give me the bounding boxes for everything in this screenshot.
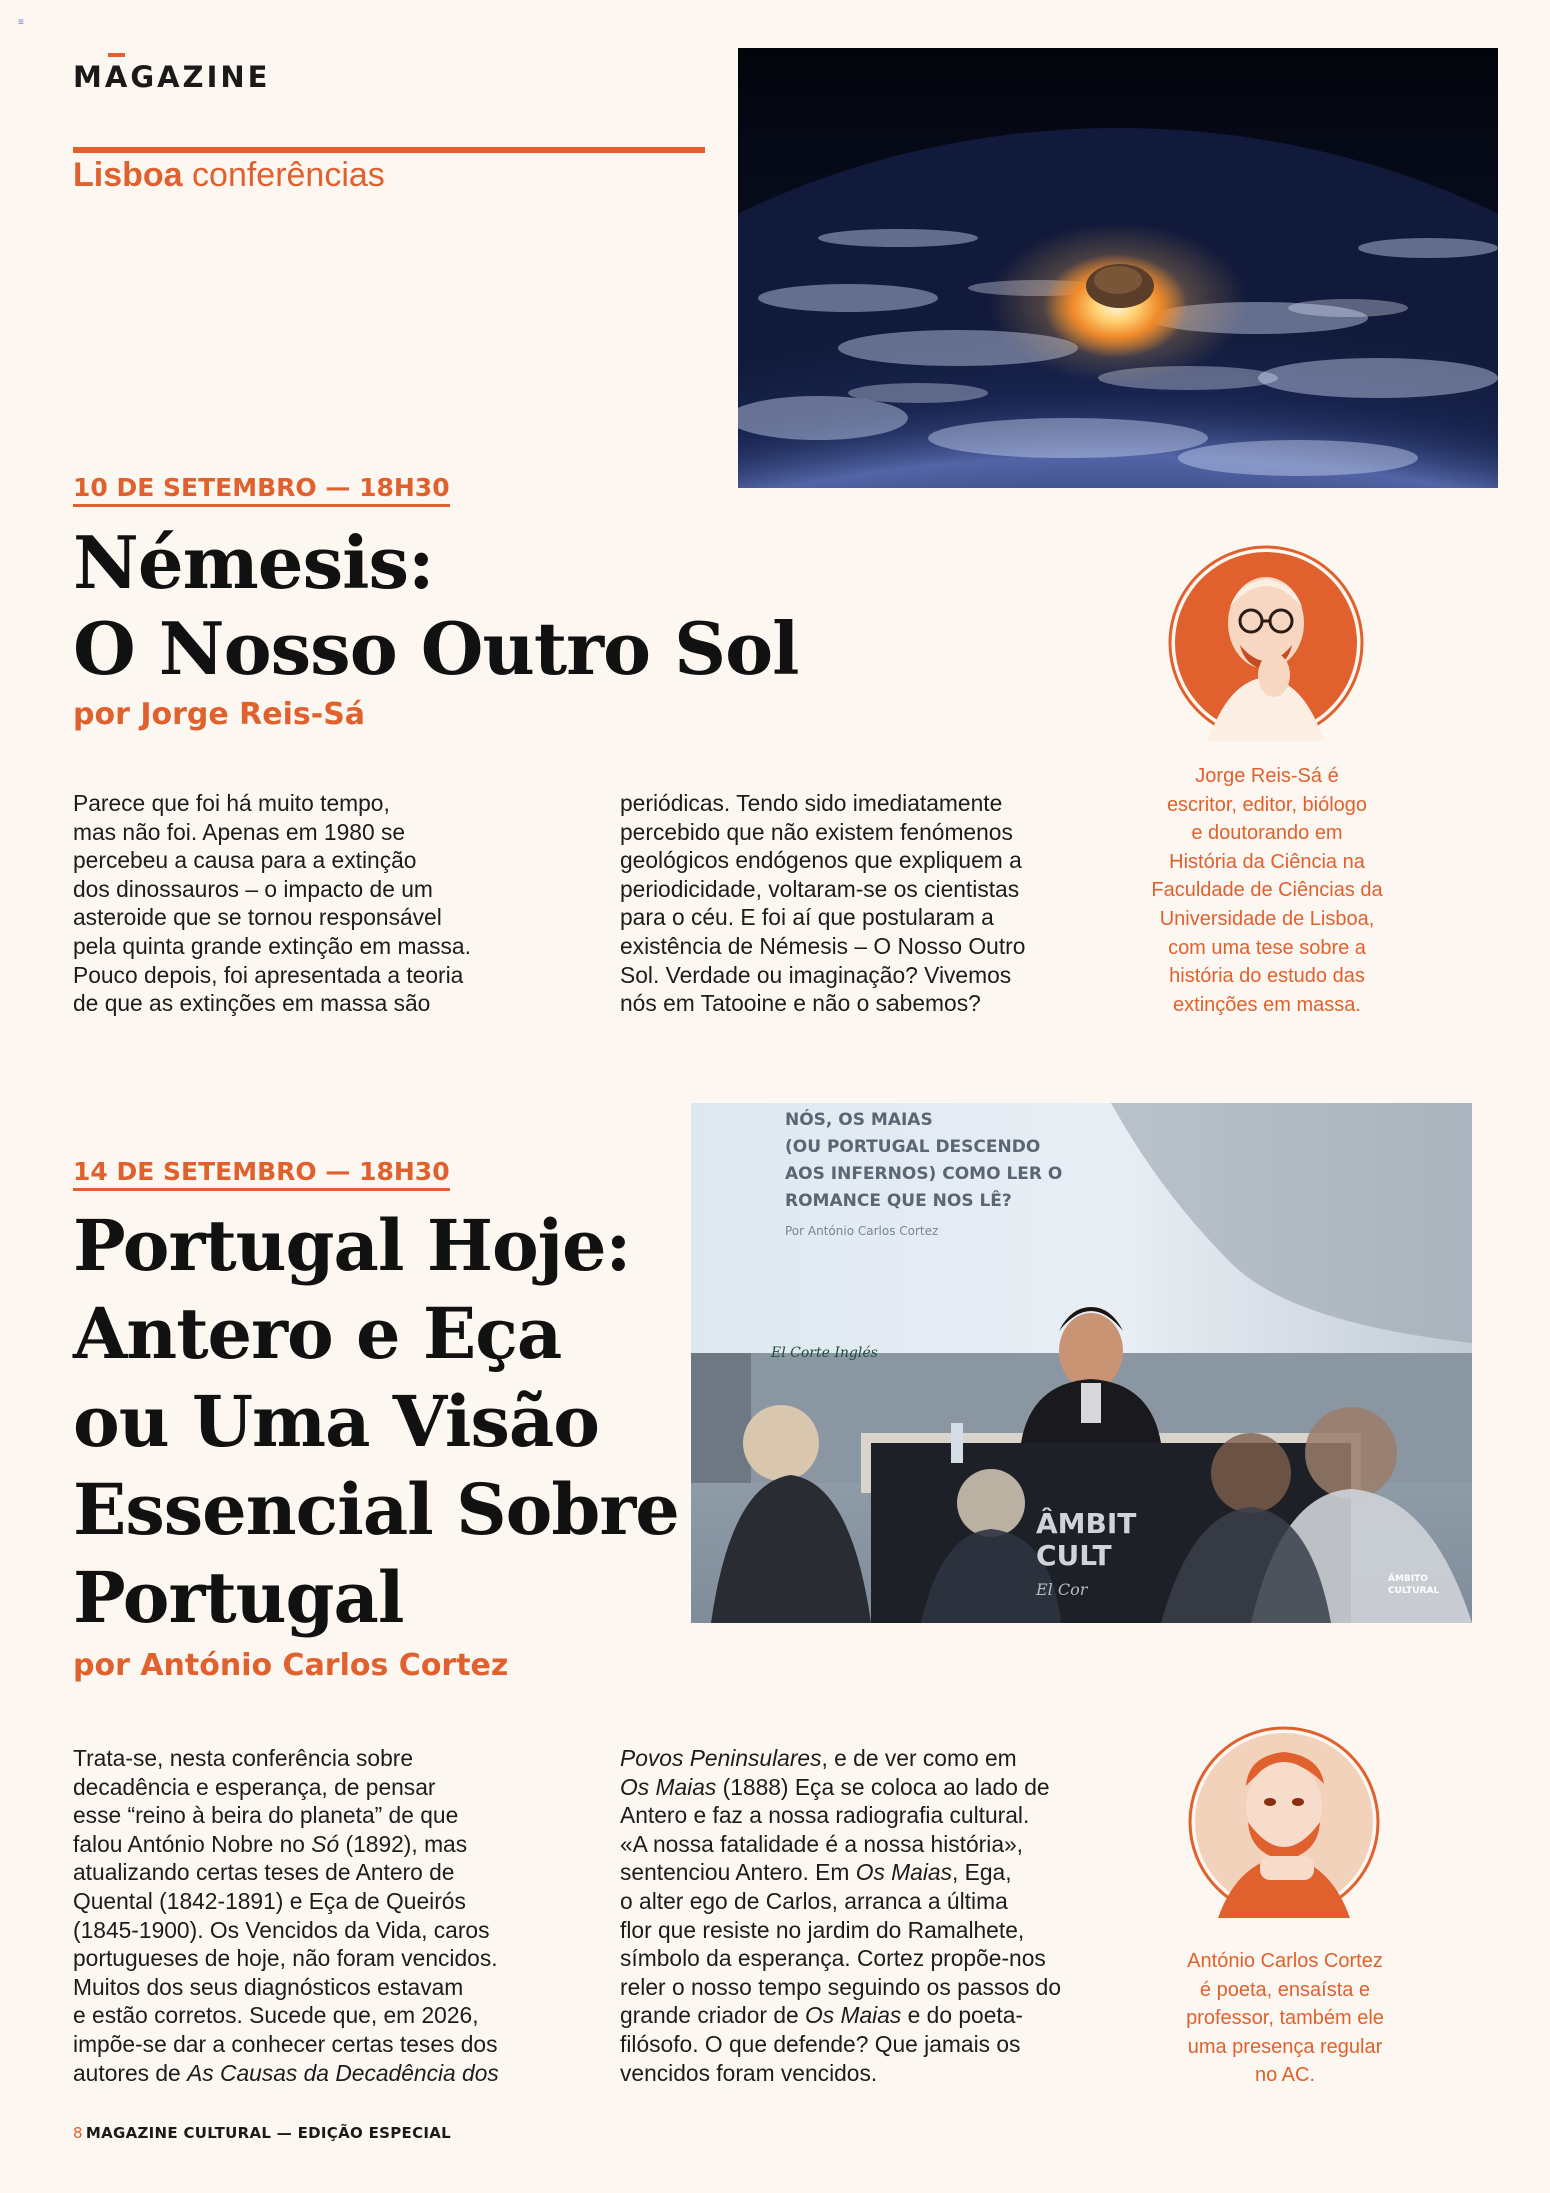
text-line: periódicas. Tendo sido imediatamente xyxy=(620,790,1003,816)
bio-line: e doutorando em xyxy=(1191,822,1343,845)
text-line: o alter ego de Carlos, arranca a última xyxy=(620,1887,1008,1914)
event-byline: por António Carlos Cortez xyxy=(73,1648,509,1683)
text-line: dos dinossauros – o impacto de um xyxy=(73,875,433,902)
text-line: mas não foi. Apenas em 1980 se xyxy=(73,818,406,845)
text-line: vencidos foram vencidos. xyxy=(620,2059,878,2086)
conference-photo xyxy=(691,1103,1472,1623)
text-line: Parece que foi há muito tempo, xyxy=(73,790,390,816)
text-line: asteroide que se tornou responsável xyxy=(73,904,442,931)
text-line: pela quinta grande extinção em massa. xyxy=(73,932,471,959)
footer-title: MAGAZINE CULTURAL — EDIÇÃO ESPECIAL xyxy=(85,2124,452,2142)
photo-logo-text: CULTURAL xyxy=(1388,1586,1440,1596)
event-date: 10 DE SETEMBRO — 18H30 xyxy=(73,474,450,507)
speaker-portrait xyxy=(1168,545,1364,741)
speaker-bio xyxy=(1140,1947,1430,2090)
text-line: Quental (1842-1891) e Eça de Queirós xyxy=(73,1887,466,1914)
menu-icon[interactable]: ≡ xyxy=(18,17,24,28)
text-line: autores de As Causas da Decadência dos xyxy=(73,2059,499,2086)
text-line: falou António Nobre no Só (1892), mas xyxy=(73,1830,468,1857)
bio-line: é poeta, ensaísta e xyxy=(1199,1978,1371,2001)
speaker-bio xyxy=(1122,762,1412,1019)
page-footer xyxy=(73,2124,451,2142)
bio-line: extinções em massa. xyxy=(1173,993,1361,1016)
article-column-2 xyxy=(620,789,1120,1018)
text-line: nós em Tatooine e não o sabemos? xyxy=(620,990,981,1017)
bio-line: Jorge Reis-Sá é xyxy=(1195,765,1339,787)
bio-line: Faculdade de Ciências da xyxy=(1151,879,1383,902)
text-line: existência de Némesis – O Nosso Outro xyxy=(620,932,1026,959)
bio-line: escritor, editor, biólogo xyxy=(1166,793,1368,816)
text-line: para o céu. E foi aí que postularam a xyxy=(620,904,994,931)
screen-author: Por António Carlos Cortez xyxy=(785,1224,939,1238)
text-line: Povos Peninsulares, e de ver como em xyxy=(620,1745,1017,1771)
screen-title-line: NÓS, OS MAIAS xyxy=(785,1110,933,1130)
magazine-logo xyxy=(73,60,270,94)
text-line: de que as extinções em massa são xyxy=(73,990,431,1017)
text-line: Os Maias (1888) Eça se coloca ao lado de xyxy=(620,1773,1050,1800)
text-line: e estão corretos. Sucede que, em 2026, xyxy=(73,2002,479,2029)
event-title-line: Essencial Sobre xyxy=(73,1468,679,1551)
text-line: «A nossa fatalidade é a nossa história», xyxy=(620,1830,1024,1857)
bio-line: com uma tese sobre a xyxy=(1168,936,1366,959)
banner-text: CULT xyxy=(1036,1539,1112,1572)
event-title-line: O Nosso Outro Sol xyxy=(73,606,799,691)
asteroid-impact-image xyxy=(738,48,1498,488)
text-line: atualizando certas teses de Antero de xyxy=(73,1859,455,1886)
section-title xyxy=(73,156,385,195)
logo-part: GAZINE xyxy=(130,60,271,94)
screen-title-line: ROMANCE QUE NOS LÊ? xyxy=(785,1191,1012,1211)
bio-line: Universidade de Lisboa, xyxy=(1159,907,1375,930)
text-line: Antero e faz a nossa radiografia cultural. xyxy=(620,1802,1030,1829)
bio-line: no AC. xyxy=(1254,2064,1316,2087)
text-line: símbolo da esperança. Cortez propõe-nos xyxy=(620,1945,1046,1972)
photo-logo-text: ÂMBITO xyxy=(1388,1574,1428,1584)
text-line: esse “reino à beira do planeta” de que xyxy=(73,1802,459,1829)
page-number: 8 xyxy=(73,2124,83,2142)
text-line: filósofo. O que defende? Que jamais os xyxy=(620,2030,1021,2057)
text-line: flor que resiste no jardim do Ramalhete, xyxy=(620,1916,1025,1943)
text-line: decadência e esperança, de pensar xyxy=(73,1773,436,1800)
article-column-1 xyxy=(73,1744,613,2087)
banner-text: ÂMBIT xyxy=(1036,1507,1137,1540)
article-column-2 xyxy=(620,1744,1140,2087)
text-line: impõe-se dar a conhecer certas teses dos xyxy=(73,2030,498,2057)
text-line: sentenciou Antero. Em Os Maias, Ega, xyxy=(620,1859,1012,1886)
logo-part: M xyxy=(73,60,105,94)
event-title xyxy=(73,1202,679,1642)
text-line: Muitos dos seus diagnósticos estavam xyxy=(73,1973,464,2000)
text-line: percebeu a causa para a extinção xyxy=(73,847,417,874)
screen-title-line: (OU PORTUGAL DESCENDO xyxy=(785,1137,1041,1157)
screen-title-line: AOS INFERNOS) COMO LER O xyxy=(785,1164,1063,1184)
section-city: Lisboa xyxy=(73,156,183,194)
bio-line: professor, também ele xyxy=(1186,2007,1384,2030)
text-line: Pouco depois, foi apresentada a teoria xyxy=(73,961,464,988)
bio-line: história do estudo das xyxy=(1169,965,1365,988)
speaker-portrait xyxy=(1188,1726,1380,1918)
text-line: Sol. Verdade ou imaginação? Vivemos xyxy=(620,961,1012,988)
event-date: 14 DE SETEMBRO — 18H30 xyxy=(73,1158,450,1191)
event-title xyxy=(73,520,799,692)
event-title-line: ou Uma Visão xyxy=(73,1380,599,1463)
event-title-line: Portugal xyxy=(73,1556,404,1639)
logo-macron-letter: A xyxy=(104,60,131,94)
event-byline: por Jorge Reis-Sá xyxy=(73,697,366,732)
text-line: periodicidade, voltaram-se os cientistas xyxy=(620,875,1020,902)
text-line: geológicos endógenos que expliquem a xyxy=(620,847,1022,874)
bio-line: História da Ciência na xyxy=(1169,850,1365,873)
text-line: portugueses de hoje, não foram vencidos. xyxy=(73,1945,498,1972)
banner-text: El Cor xyxy=(1036,1580,1088,1599)
event-title-line: Antero e Eça xyxy=(73,1292,562,1375)
text-line: reler o nosso tempo seguindo os passos do xyxy=(620,1973,1062,2000)
text-line: (1845-1900). Os Vencidos da Vida, caros xyxy=(73,1916,490,1943)
text-line: Trata-se, nesta conferência sobre xyxy=(73,1745,414,1771)
article-column-1 xyxy=(73,789,593,1018)
bio-line: uma presença regular xyxy=(1187,2035,1383,2058)
section-rule xyxy=(73,147,705,153)
text-line: grande criador de Os Maias e do poeta- xyxy=(620,2002,1023,2029)
event-title-line: Némesis: xyxy=(73,520,434,605)
text-line: percebido que não existem fenómenos xyxy=(620,818,1013,845)
event-title-line: Portugal Hoje: xyxy=(73,1204,631,1287)
store-brand: El Corte Inglés xyxy=(771,1345,878,1361)
bio-line: António Carlos Cortez xyxy=(1187,1950,1383,1972)
section-label: conferências xyxy=(192,156,385,194)
